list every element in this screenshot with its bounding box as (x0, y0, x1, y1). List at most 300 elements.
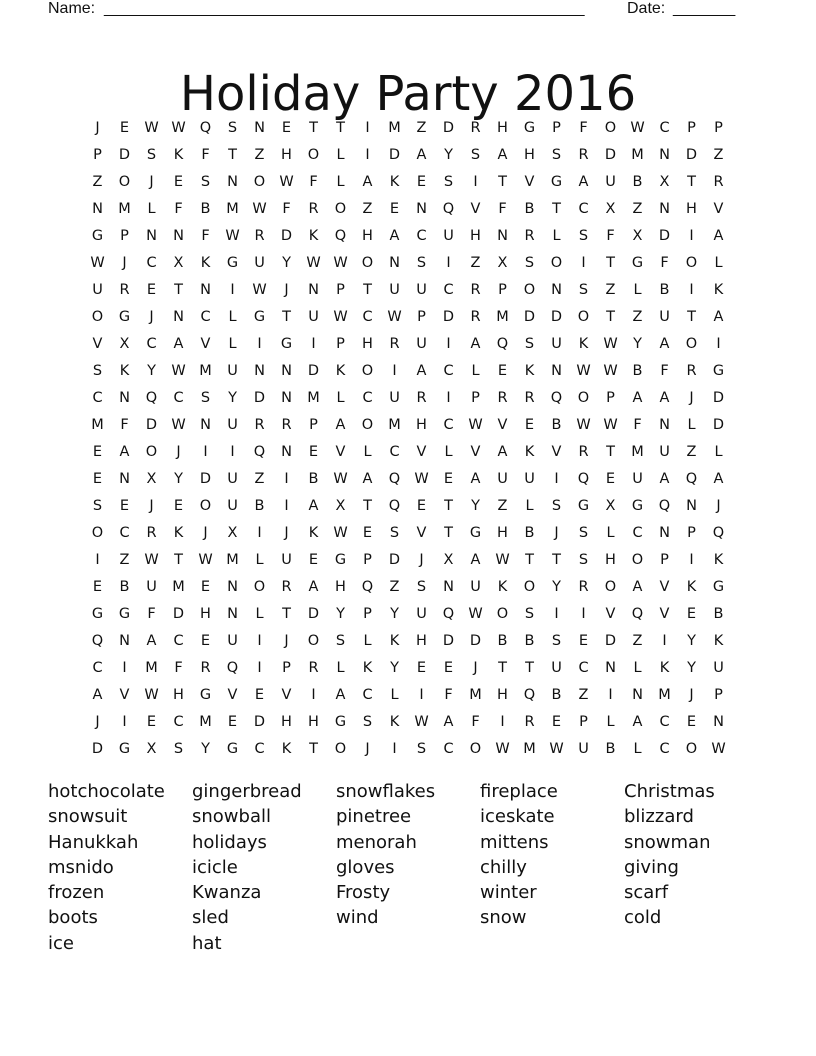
grid-letter: C (632, 524, 643, 541)
grid-letter: V (335, 443, 346, 460)
grid-letter: M (523, 740, 536, 757)
header (48, 0, 748, 20)
word-list-item: gloves (336, 856, 395, 878)
grid-letter: W (252, 281, 267, 298)
grid-letter: E (92, 443, 103, 460)
grid-letter: N (659, 524, 670, 541)
grid-letter: L (552, 227, 561, 244)
grid-letter: D (442, 308, 455, 325)
grid-letter: F (444, 686, 453, 703)
grid-letter: P (687, 119, 696, 136)
grid-letter: Q (577, 470, 590, 487)
grid-letter: D (253, 389, 266, 406)
grid-letter: X (146, 470, 157, 487)
grid-letter: Y (282, 254, 291, 271)
grid-letter: N (227, 173, 238, 190)
grid-letter: H (605, 551, 616, 568)
grid-letter: Q (145, 389, 158, 406)
grid-letter: C (578, 200, 589, 217)
grid-letter: T (606, 254, 615, 271)
grid-letter: B (119, 578, 130, 595)
grid-letter: Z (389, 578, 400, 595)
word-list-item: iceskate (480, 806, 555, 828)
grid-letter: H (281, 146, 292, 163)
grid-letter: J (95, 713, 100, 730)
grid-letter: Y (228, 389, 237, 406)
grid-letter: E (443, 659, 454, 676)
grid-letter: X (173, 254, 184, 271)
grid-letter: U (605, 173, 616, 190)
grid-letter: X (119, 335, 130, 352)
grid-letter: K (524, 443, 535, 460)
grid-letter: J (554, 524, 559, 541)
grid-letter: F (606, 227, 615, 244)
grid-letter: I (392, 362, 397, 379)
grid-letter: M (91, 416, 104, 433)
grid-letter: H (335, 578, 346, 595)
grid-letter: G (118, 308, 131, 325)
grid-letter: Q (685, 470, 698, 487)
word-list-item: pinetree (336, 806, 412, 828)
grid-letter: K (686, 578, 697, 595)
grid-letter: Q (631, 605, 644, 622)
grid-letter: Y (687, 632, 696, 649)
grid-letter: C (443, 362, 454, 379)
grid-letter: D (91, 740, 104, 757)
grid-letter: W (603, 362, 618, 379)
grid-letter: F (498, 200, 507, 217)
grid-letter: C (578, 659, 589, 676)
grid-letter: K (713, 632, 724, 649)
grid-letter: E (200, 578, 211, 595)
grid-letter: C (200, 308, 211, 325)
grid-letter: J (284, 632, 289, 649)
grid-letter: S (146, 146, 157, 163)
grid-letter: O (469, 740, 482, 757)
word-list-item: sled (192, 907, 229, 929)
grid-letter: N (659, 146, 670, 163)
grid-letter: F (633, 416, 642, 433)
grid-letter: A (713, 227, 724, 244)
grid-letter: T (552, 200, 561, 217)
grid-letter: A (335, 416, 346, 433)
grid-letter: C (416, 227, 427, 244)
grid-letter: S (416, 254, 427, 271)
grid-letter: T (444, 497, 453, 514)
grid-letter: S (551, 497, 562, 514)
grid-letter: B (713, 605, 724, 622)
word-list-item: giving (624, 856, 679, 878)
grid-letter: N (686, 497, 697, 514)
grid-letter: L (444, 443, 453, 460)
grid-letter: S (227, 119, 238, 136)
grid-letter: R (254, 227, 265, 244)
grid-letter: E (551, 713, 562, 730)
grid-letter: R (524, 713, 535, 730)
grid-letter: Z (713, 146, 724, 163)
grid-letter: E (416, 173, 427, 190)
grid-letter: I (446, 389, 451, 406)
grid-letter: L (228, 335, 237, 352)
grid-letter: Y (147, 362, 156, 379)
grid-letter: S (389, 524, 400, 541)
grid-letter: S (578, 551, 589, 568)
grid-letter: H (200, 605, 211, 622)
grid-letter: A (659, 335, 670, 352)
grid-letter: B (524, 524, 535, 541)
grid-letter: U (227, 416, 238, 433)
grid-letter: D (388, 146, 401, 163)
word-list-item: Frosty (336, 882, 391, 904)
grid-letter: Y (687, 659, 696, 676)
grid-letter: H (362, 227, 373, 244)
grid-letter: Z (632, 308, 643, 325)
grid-letter: O (604, 578, 617, 595)
grid-letter: E (281, 119, 292, 136)
grid-letter: H (497, 524, 508, 541)
grid-letter: W (495, 551, 510, 568)
grid-letter: J (716, 497, 721, 514)
grid-letter: A (632, 578, 643, 595)
grid-letter: F (660, 254, 669, 271)
grid-letter: I (230, 281, 235, 298)
grid-letter: K (335, 362, 346, 379)
grid-letter: S (416, 740, 427, 757)
grid-letter: B (200, 200, 211, 217)
grid-letter: H (416, 416, 427, 433)
grid-letter: W (333, 308, 348, 325)
grid-letter: W (279, 173, 294, 190)
grid-letter: M (118, 200, 131, 217)
word-list-item: fireplace (480, 781, 558, 802)
grid-letter: R (416, 389, 427, 406)
grid-letter: I (392, 740, 397, 757)
word-list-item: snowball (192, 806, 271, 828)
grid-letter: T (309, 119, 318, 136)
grid-letter: A (389, 227, 400, 244)
grid-letter: V (281, 686, 292, 703)
grid-letter: K (308, 524, 319, 541)
grid-letter: S (524, 254, 535, 271)
grid-letter: W (495, 740, 510, 757)
grid-letter: R (524, 389, 535, 406)
grid-letter: A (470, 551, 481, 568)
grid-letter: U (92, 281, 103, 298)
grid-letter: U (416, 281, 427, 298)
grid-letter: S (470, 146, 481, 163)
grid-letter: I (662, 632, 667, 649)
grid-letter: L (363, 443, 372, 460)
grid-letter: W (306, 254, 321, 271)
grid-letter: Q (442, 605, 455, 622)
grid-letter: O (523, 281, 536, 298)
grid-letter: N (119, 470, 130, 487)
grid-letter: F (471, 713, 480, 730)
grid-letter: L (255, 605, 264, 622)
grid-letter: E (443, 470, 454, 487)
grid-letter: B (551, 416, 562, 433)
grid-letter: Q (523, 686, 536, 703)
grid-letter: E (308, 443, 319, 460)
grid-letter: W (144, 119, 159, 136)
grid-letter: O (523, 578, 536, 595)
grid-letter: N (632, 686, 643, 703)
grid-letter: I (257, 524, 262, 541)
grid-letter: A (632, 713, 643, 730)
grid-letter: W (198, 551, 213, 568)
grid-letter: M (226, 200, 239, 217)
word-list-item: menorah (336, 831, 417, 853)
grid-letter: E (92, 470, 103, 487)
grid-letter: N (227, 578, 238, 595)
grid-letter: A (713, 470, 724, 487)
grid-letter: H (686, 200, 697, 217)
grid-letter: T (363, 281, 372, 298)
grid-letter: U (227, 470, 238, 487)
grid-letter: N (281, 443, 292, 460)
grid-letter: G (91, 227, 104, 244)
grid-letter: H (362, 335, 373, 352)
grid-letter: P (714, 686, 723, 703)
grid-letter: S (551, 146, 562, 163)
grid-letter: I (257, 632, 262, 649)
grid-letter: W (576, 362, 591, 379)
grid-letter: T (174, 281, 183, 298)
grid-letter: T (282, 308, 291, 325)
grid-letter: B (524, 200, 535, 217)
grid-letter: W (144, 551, 159, 568)
letter-grid (84, 114, 732, 762)
grid-letter: H (470, 227, 481, 244)
grid-letter: U (713, 659, 724, 676)
grid-letter: G (334, 713, 347, 730)
grid-letter: A (146, 632, 157, 649)
grid-letter: S (335, 632, 346, 649)
grid-letter: D (307, 605, 320, 622)
grid-letter: P (336, 281, 345, 298)
grid-letter: U (416, 335, 427, 352)
grid-letter: J (473, 659, 478, 676)
grid-letter: A (92, 686, 103, 703)
grid-letter: E (119, 497, 130, 514)
grid-letter: R (578, 443, 589, 460)
grid-letter: O (685, 740, 698, 757)
grid-letter: Y (336, 605, 345, 622)
grid-letter: O (199, 497, 212, 514)
grid-letter: C (173, 713, 184, 730)
grid-letter: W (387, 308, 402, 325)
grid-letter: Z (470, 254, 481, 271)
word-list-item: ice (48, 932, 74, 954)
grid-letter: E (200, 632, 211, 649)
grid-letter: N (200, 416, 211, 433)
grid-letter: K (281, 740, 292, 757)
grid-letter: Q (388, 470, 401, 487)
grid-letter: H (524, 146, 535, 163)
grid-letter: N (119, 389, 130, 406)
grid-letter: O (307, 146, 320, 163)
grid-letter: I (689, 551, 694, 568)
grid-letter: C (146, 254, 157, 271)
grid-letter: K (308, 227, 319, 244)
word-list (48, 780, 768, 957)
grid-letter: U (578, 740, 589, 757)
grid-letter: D (658, 227, 671, 244)
grid-letter: P (120, 227, 129, 244)
grid-letter: C (362, 389, 373, 406)
grid-letter: Z (632, 200, 643, 217)
grid-letter: U (524, 470, 535, 487)
grid-letter: L (255, 551, 264, 568)
grid-letter: H (173, 686, 184, 703)
word-list-item: hotchocolate (48, 781, 165, 802)
grid-letter: L (633, 659, 642, 676)
grid-letter: W (333, 470, 348, 487)
grid-letter: T (606, 308, 615, 325)
grid-letter: Q (496, 335, 509, 352)
grid-letter: E (119, 119, 130, 136)
grid-letter: E (605, 470, 616, 487)
grid-letter: H (497, 119, 508, 136)
grid-letter: D (685, 146, 698, 163)
grid-letter: R (578, 578, 589, 595)
grid-letter: I (284, 497, 289, 514)
grid-letter: O (91, 524, 104, 541)
grid-letter: M (226, 551, 239, 568)
grid-letter: O (361, 416, 374, 433)
grid-letter: A (416, 362, 427, 379)
grid-letter: W (603, 416, 618, 433)
grid-letter: A (659, 470, 670, 487)
grid-letter: O (604, 119, 617, 136)
grid-letter: V (470, 443, 481, 460)
grid-letter: W (414, 470, 429, 487)
grid-letter: Q (91, 632, 104, 649)
word-list-item: mittens (480, 831, 549, 853)
grid-letter: Z (632, 632, 643, 649)
grid-letter: X (659, 173, 670, 190)
grid-letter: Z (254, 470, 265, 487)
grid-letter: H (497, 686, 508, 703)
grid-letter: N (119, 632, 130, 649)
grid-letter: I (581, 254, 586, 271)
word-list-item: gingerbread (192, 781, 302, 802)
grid-letter: Z (92, 173, 103, 190)
grid-letter: A (578, 173, 589, 190)
grid-letter: V (119, 686, 130, 703)
grid-letter: D (118, 146, 131, 163)
grid-letter: C (443, 416, 454, 433)
grid-letter: R (308, 659, 319, 676)
grid-letter: R (470, 308, 481, 325)
grid-letter: D (253, 713, 266, 730)
grid-letter: K (524, 362, 535, 379)
grid-letter: S (578, 281, 589, 298)
grid-letter: F (660, 362, 669, 379)
grid-letter: F (201, 146, 210, 163)
grid-letter: O (685, 254, 698, 271)
grid-letter: C (173, 632, 184, 649)
grid-letter: I (203, 443, 208, 460)
grid-letter: C (119, 524, 130, 541)
grid-letter: L (633, 740, 642, 757)
word-list-item: Hanukkah (48, 831, 139, 853)
grid-letter: V (497, 416, 508, 433)
grid-letter: H (308, 713, 319, 730)
name-label: Name: (48, 0, 96, 17)
grid-letter: S (200, 173, 211, 190)
grid-letter: O (307, 632, 320, 649)
grid-letter: O (685, 335, 698, 352)
grid-letter: J (284, 281, 289, 298)
grid-letter: X (605, 497, 616, 514)
grid-letter: M (388, 416, 401, 433)
grid-letter: A (470, 335, 481, 352)
grid-letter: X (497, 254, 508, 271)
grid-letter: P (471, 389, 480, 406)
grid-letter: K (578, 335, 589, 352)
grid-letter: T (498, 173, 507, 190)
grid-letter: T (228, 146, 237, 163)
grid-letter: W (333, 254, 348, 271)
grid-letter: R (200, 659, 211, 676)
grid-letter: U (308, 308, 319, 325)
grid-letter: M (172, 578, 185, 595)
grid-letter: C (443, 281, 454, 298)
grid-letter: M (307, 389, 320, 406)
grid-letter: W (144, 686, 159, 703)
grid-letter: D (280, 227, 293, 244)
word-list-item: holidays (192, 831, 267, 853)
grid-letter: V (551, 443, 562, 460)
date-label: Date: (627, 0, 666, 17)
grid-letter: V (200, 335, 211, 352)
grid-letter: L (228, 308, 237, 325)
grid-letter: I (365, 146, 370, 163)
grid-letter: L (336, 146, 345, 163)
grid-letter: G (91, 605, 104, 622)
grid-letter: J (176, 443, 181, 460)
grid-letter: X (335, 497, 346, 514)
grid-letter: T (687, 308, 696, 325)
grid-letter: G (712, 362, 725, 379)
grid-letter: S (92, 497, 103, 514)
grid-letter: E (416, 497, 427, 514)
grid-letter: B (632, 362, 643, 379)
grid-letter: L (633, 281, 642, 298)
grid-letter: Q (199, 119, 212, 136)
grid-letter: A (713, 308, 724, 325)
grid-letter: P (309, 416, 318, 433)
grid-letter: M (658, 686, 671, 703)
grid-letter: N (659, 416, 670, 433)
grid-letter: W (468, 416, 483, 433)
grid-letter: P (282, 659, 291, 676)
grid-letter: Q (550, 389, 563, 406)
grid-letter: J (365, 740, 370, 757)
grid-letter: D (145, 416, 158, 433)
grid-letter: T (552, 551, 561, 568)
grid-letter: R (470, 119, 481, 136)
grid-letter: L (687, 416, 696, 433)
grid-letter: D (388, 551, 401, 568)
word-list-item: blizzard (624, 806, 694, 828)
grid-letter: F (282, 200, 291, 217)
grid-letter: R (146, 524, 157, 541)
grid-letter: Z (362, 200, 373, 217)
grid-letter: U (443, 227, 454, 244)
grid-letter: W (333, 524, 348, 541)
